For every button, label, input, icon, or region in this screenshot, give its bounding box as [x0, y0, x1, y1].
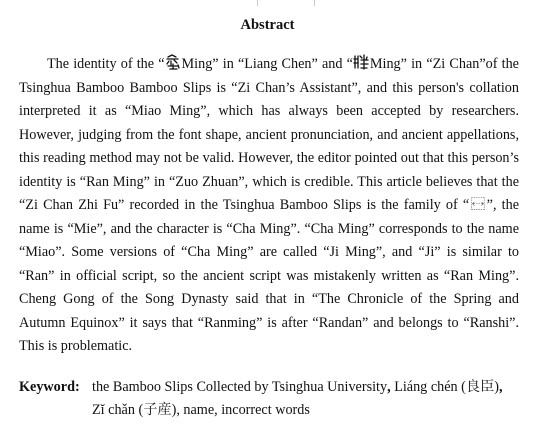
ancient-character-glyph-icon	[165, 54, 181, 70]
keyword-item: the Bamboo Slips Collected by Tsinghua University	[92, 379, 388, 395]
keyword-separator: ,	[214, 401, 222, 418]
keywords-label: Keyword:	[19, 379, 80, 395]
top-divider	[257, 0, 315, 6]
abstract-paragraph	[19, 53, 519, 359]
keyword-item: Zĭ chǎn (子産)	[92, 401, 177, 418]
keyword-item: incorrect words	[221, 401, 310, 418]
abstract-text-part-1: The identity of the “	[47, 56, 165, 72]
keywords-list	[92, 376, 524, 421]
abstract-text-part-3: Ming” in “Zi Chan”of the Tsinghua Bamboo Bamboo Slips is “Zi Chan’s Assistant”, and this person's collation interpreted it as “Miao Ming”, which has always been accepted by researchers. However, judging from the font shape, ancient pronunciation, and ancient appellations, this reading method may not be valid. However, the editor pointed out that this person’s identity is “Ran Ming” in “Zuo Zhuan”, which is credible. This article believes that the “Zi Chan Zhi Fu” recorded in the Tsinghua Bamboo Slips is the family of “⿾”, the name is “Mie”, and the character is “Cha Ming”. “Cha Ming” corresponds to the name “Miao”. Some versions of “Cha Ming” are called “Ji Ming”, and “Ji” is similar to “Ran” in official script, so the ancient script was mistakenly written as “Ran Ming”. Cheng Gong of the Song Dynasty said that in “The Chronicle of the Spring and Autumn Equinox” it says that “Ranming” is after “Randan” and belongs to “Ranshi”. This is problematic.	[19, 56, 519, 354]
keyword-item: name	[183, 401, 215, 418]
keyword-separator: ,	[387, 379, 391, 395]
keyword-item: Liáng chén (良臣)	[394, 379, 499, 395]
ancient-character-glyph-icon	[353, 54, 369, 70]
keyword-separator: ,	[498, 379, 503, 395]
abstract-title: Abstract	[240, 17, 295, 33]
keyword-separator: ,	[176, 401, 184, 418]
abstract-text-part-2: Ming” in “Liang Chen” and “	[181, 56, 353, 72]
